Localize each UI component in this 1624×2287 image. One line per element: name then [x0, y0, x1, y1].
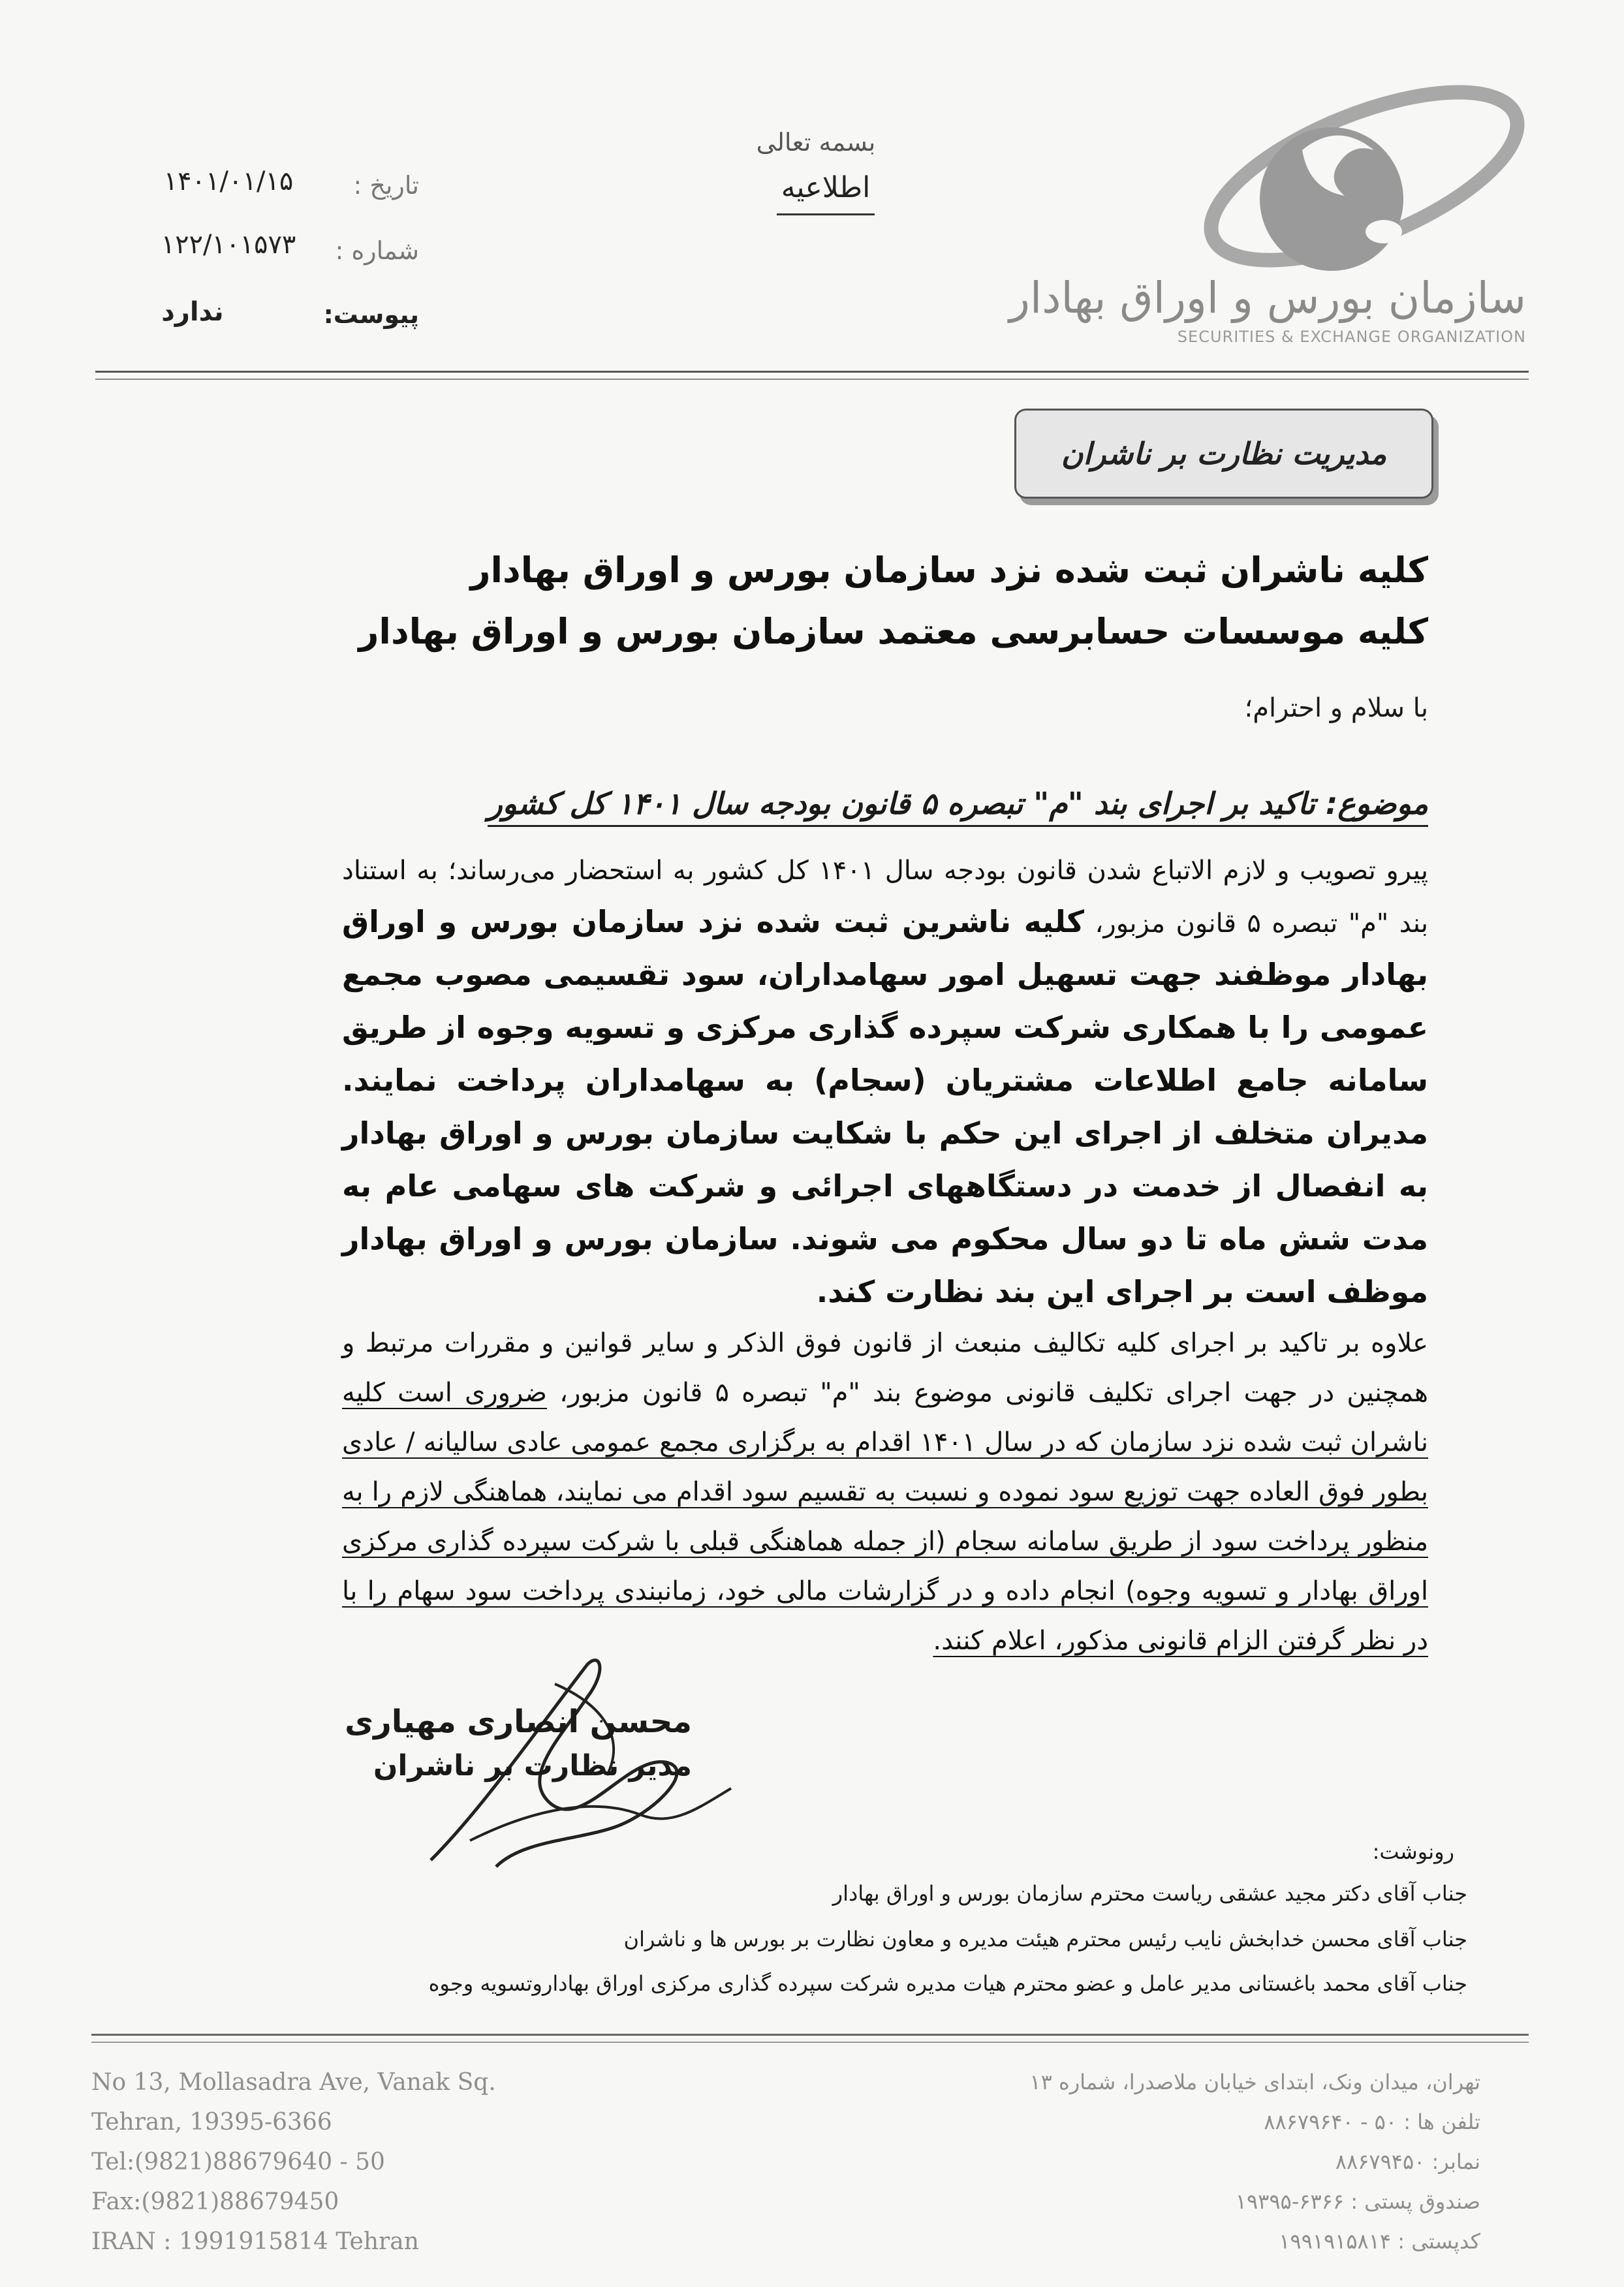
- paragraph-1-intro: پیرو تصویب و لازم الاتباع شدن قانون بودجه سال ۱۴۰۱ کل کشور به استحضار می‌رساند؛ به استناد بند "م" تبصره ۵ قانون مزبور،: [342, 856, 1429, 939]
- footer-en-line: No 13, Mollasadra Ave, Vanak Sq.: [91, 2069, 496, 2096]
- footer-en-line: Fax:(9821)88679450: [91, 2188, 339, 2215]
- footer-address-en: [91, 2062, 587, 2262]
- number-value: ۱۲۲/۱۰۱۵۷۳: [161, 230, 296, 260]
- attachment-label: پیوست:: [323, 300, 419, 329]
- notice-title: اطلاعیه: [777, 171, 875, 215]
- letter-body: [342, 846, 1428, 1666]
- organization-logo: [1168, 78, 1534, 300]
- cc-recipient: جناب آقای محمد باغستانی مدیر عامل و عضو محترم هیات مدیره شرکت سپرده گذاری مرکزی اوراق بهاداروتسویه وجوه: [428, 1971, 1467, 1996]
- body-paragraph-1: [342, 846, 1428, 1318]
- body-paragraph-2: [342, 1318, 1428, 1666]
- date-value: ۱۴۰۱/۰۱/۱۵: [163, 166, 294, 196]
- department-name: مدیریت نظارت بر ناشران: [1061, 436, 1387, 471]
- cc-recipient: جناب آقای دکتر مجید عشقی ریاست محترم سازمان بورس و اوراق بهادار: [832, 1881, 1467, 1906]
- footer-fa-line: نمابر: ۸۸۶۷۹۴۵۰: [1335, 2149, 1480, 2174]
- header-divider: [95, 371, 1529, 373]
- footer-fa-line: تهران، میدان ونک، ابتدای خیابان ملاصدرا، شماره ۱۳: [1029, 2070, 1480, 2094]
- footer-fa-line: تلفن ها : ۵۰ - ۸۸۶۷۹۶۴۰: [1264, 2109, 1480, 2134]
- footer-divider: [91, 2034, 1529, 2036]
- footer-en-line: Tehran, 19395-6366: [91, 2109, 332, 2136]
- footer-divider-secondary: [91, 2042, 1529, 2043]
- cc-label: رونوشت:: [1372, 1839, 1454, 1864]
- greeting: با سلام و احترام؛: [1244, 693, 1428, 723]
- footer-en-line: Tel:(9821)88679640 - 50: [91, 2149, 385, 2175]
- signatory-name: محسن انصاری مهیاری: [345, 1704, 692, 1740]
- attachment-value: ندارد: [161, 297, 224, 327]
- recipient-line: کلیه ناشران ثبت شده نزد سازمان بورس و اوراق بهادار: [470, 550, 1428, 591]
- footer-address-fa: [945, 2062, 1480, 2262]
- footer-fa-line: کدپستی : ۱۹۹۱۹۱۵۸۱۴: [1279, 2229, 1480, 2254]
- department-box: [1014, 409, 1433, 499]
- paragraph-1-bold-text: کلیه ناشرین ثبت شده نزد سازمان بورس و اوراق بهادار موظفند جهت تسهیل امور سهامداران، سود تقسیمی مصوب مجمع عمومی را با همکاری شرکت سپرده گذاری مرکزی و تسویه وجوه از طریق سامانه جامع اطلاعات مشتریان (سجام) به سهامداران پرداخت نمایند. مدیران متخلف از اجرای این حکم با شکایت سازمان بورس و اوراق بهادار به انفصال از خدمت در دستگاههای اجرائی و شرکت های سهامی عام به مدت شش ماه تا دو سال محکوم می شوند. سازمان بورس و اوراق بهادار موظف است بر اجرای این بند نظارت کند.: [342, 904, 1428, 1309]
- header-divider-secondary: [95, 379, 1529, 380]
- logo-name-en: SECURITIES & EXCHANGE ORGANIZATION: [1177, 328, 1526, 346]
- subject-line: موضوع: تاکید بر اجرای بند "م" تبصره ۵ قانون بودجه سال ۱۴۰۱ کل کشور: [488, 786, 1428, 827]
- number-label: شماره :: [335, 236, 419, 265]
- paragraph-2-intro: علاوه بر تاکید بر اجرای کلیه تکالیف منبعث از قانون فوق الذکر و سایر قوانین و مقررات مرتبط و همچنین در جهت اجرای تکلیف قانونی موضوع بند "م" تبصره ۵ قانون مزبور،: [342, 1328, 1428, 1408]
- footer-en-line: IRAN : 1991915814 Tehran: [91, 2228, 419, 2255]
- bismillah-heading: بسمه تعالی: [756, 128, 876, 157]
- recipient-line: کلیه موسسات حسابرسی معتمد سازمان بورس و اوراق بهادار: [358, 611, 1428, 652]
- signatory-title: مدیر نظارت بر ناشران: [373, 1749, 692, 1782]
- date-label: تاریخ :: [353, 171, 419, 200]
- cc-recipient: جناب آقای محسن خدابخش نایب رئیس محترم هیئت مدیره و معاون نظارت بر بورس ها و ناشران: [623, 1927, 1467, 1952]
- paragraph-2-underlined-text: ضروری است کلیه ناشران ثبت شده نزد سازمان که در سال ۱۴۰۱ اقدام به برگزاری مجمع عمومی عادی سالیانه / عادی بطور فوق العاده جهت توزیع سود نموده و نسبت به تقسیم سود اقدام می نمایند، هماهنگی لازم را به منظور پرداخت سود از طریق سامانه سجام (از جمله هماهنگی قبلی با شرکت سپرده گذاری مرکزی اوراق بهادار و تسویه وجوه) انجام داده و در گزارشات مالی خود، زمانبندی پرداخت سود سهام را با در نظر گرفتن الزام قانونی مذکور، اعلام کنند.: [342, 1378, 1428, 1656]
- footer-fa-line: صندوق پستی : ۶۳۶۶-۱۹۳۹۵: [1235, 2189, 1480, 2214]
- logo-name-fa: سازمان بورس و اوراق بهادار: [1008, 273, 1526, 323]
